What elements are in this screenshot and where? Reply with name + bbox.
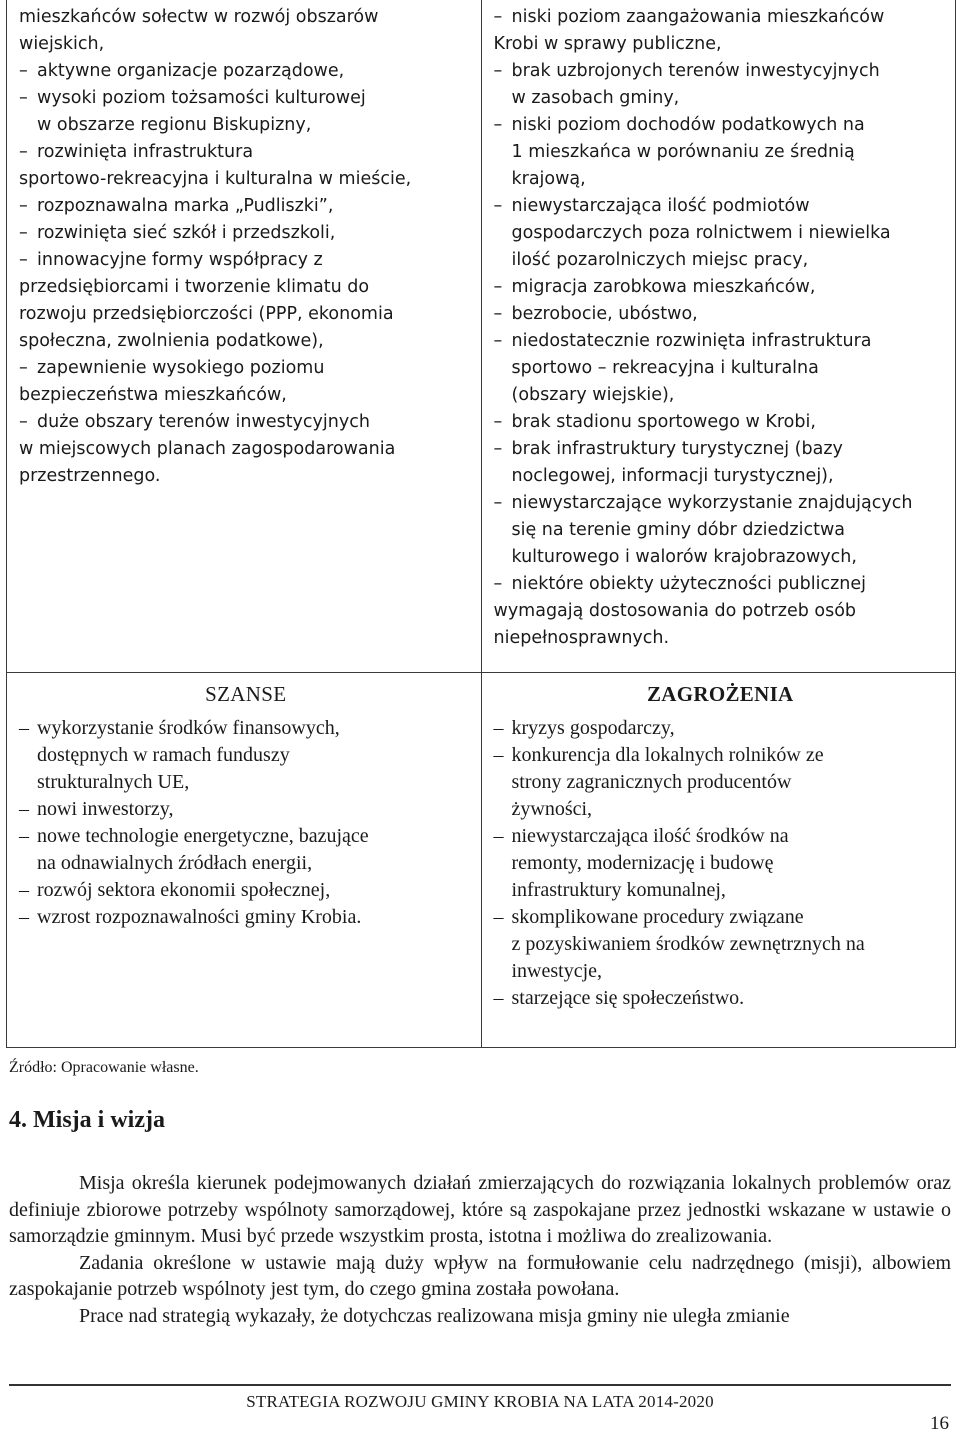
strengths-list [19,4,473,490]
list-item-continuation: gospodarczych poza rolnictwem i niewielka [511,223,891,243]
list-item-continuation: w zasobach gminy, [511,88,680,108]
list-item: – starzejące się społeczeństwo. [494,985,948,1012]
list-item: – niedostatecznie rozwinięta infrastruktura [494,328,948,355]
weaknesses-cell [481,0,956,673]
list-item: – brak infrastruktury turystycznej (bazy [494,436,948,463]
list-item-continuation: 1 mieszkańca w porównaniu ze średnią [511,142,855,162]
list-item-continuation: sportowo – rekreacyjna i kulturalna [511,358,819,378]
list-item-continuation: społeczna, zwolnienia podatkowe), [19,331,324,351]
opportunities-list [19,715,473,931]
strengths-cell [7,0,482,673]
weaknesses-list [494,4,948,652]
list-item: – nowe technologie energetyczne, bazujące [19,823,473,850]
list-item: – rozwój sektora ekonomii społecznej, [19,877,473,904]
list-item: – kryzys gospodarczy, [494,715,948,742]
list-item: – konkurencja dla lokalnych rolników ze [494,742,948,769]
list-item-continuation: krajową, [511,169,586,189]
list-item-continuation: rozwoju przedsiębiorczości (PPP, ekonomia [19,304,394,324]
body-text [9,1170,951,1329]
list-item: – nowi inwestorzy, [19,796,473,823]
swot-table [6,0,956,1048]
opportunities-title: SZANSE [205,682,287,706]
list-item: – niewystarczająca ilość środków na [494,823,948,850]
list-item-continuation: ilość pozarolniczych miejsc pracy, [511,250,809,270]
list-item-continuation: kulturowego i walorów krajobrazowych, [511,547,857,567]
opportunities-cell [7,673,482,1048]
list-item-continuation: noclegowej, informacji turystycznej), [511,466,834,486]
list-item: – brak uzbrojonych terenów inwestycyjnych [494,58,948,85]
list-item-continuation: żywności, [511,798,593,820]
list-item-continuation: strukturalnych UE, [37,771,190,793]
list-item-continuation: infrastruktury komunalnej, [511,879,726,901]
list-item-continuation: dostępnych w ramach funduszy [37,744,290,766]
paragraph: Prace nad strategią wykazały, że dotychczas realizowana misja gminy nie uległa zmianie [79,1304,790,1327]
list-item: – rozwinięta infrastruktura [19,139,473,166]
list-item-continuation: strony zagranicznych producentów [511,771,792,793]
list-item: – wzrost rozpoznawalności gminy Krobia. [19,904,473,931]
list-item: – brak stadionu sportowego w Krobi, [494,409,948,436]
list-item: – migracja zarobkowa mieszkańców, [494,274,948,301]
list-item-continuation: w obszarze regionu Biskupizny, [37,115,312,135]
source-note: Źródło: Opracowanie własne. [9,1059,199,1076]
list-item-continuation: przedsiębiorcami i tworzenie klimatu do [19,277,370,297]
list-item: – duże obszary terenów inwestycyjnych [19,409,473,436]
list-item: – rozpoznawalna marka „Pudliszki”, [19,193,473,220]
list-item: – wykorzystanie środków finansowych, [19,715,473,742]
list-item: – niektóre obiekty użyteczności publicznej [494,571,948,598]
list-item: – skomplikowane procedury związane [494,904,948,931]
list-item-continuation: niepełnosprawnych. [493,628,670,648]
page-number: 16 [930,1413,949,1434]
list-item-continuation: sportowo-rekreacyjna i kulturalna w mieście, [19,169,412,189]
list-item: – wysoki poziom tożsamości kulturowej [19,85,473,112]
list-item: – niski poziom zaangażowania mieszkańców [494,4,948,31]
list-item-continuation: (obszary wiejskie), [511,385,675,405]
list-item: – niski poziom dochodów podatkowych na [494,112,948,139]
list-item-continuation: mieszkańców sołectw w rozwój obszarów [19,7,379,27]
list-item-continuation: bezpieczeństwa mieszkańców, [19,385,287,405]
list-item: – innowacyjne formy współpracy z [19,247,473,274]
list-item-continuation: remonty, modernizację i budowę [511,852,774,874]
paragraph: Zadania określone w ustawie mają duży wpływ na formułowanie celu nadrzędnego (misji), albowiem zaspokajanie potrzeb wspólnoty jest tym, do czego gmina została powołana. [9,1251,951,1300]
threats-cell [481,673,956,1048]
list-item-continuation: przestrzennego. [19,466,161,486]
list-item: – niewystarczające wykorzystanie znajdujących [494,490,948,517]
footer-title: STRATEGIA ROZWOJU GMINY KROBIA NA LATA 2014-2020 [246,1392,714,1411]
list-item-continuation: na odnawialnych źródłach energii, [37,852,313,874]
list-item-continuation: w miejscowych planach zagospodarowania [19,439,396,459]
list-item: – niewystarczająca ilość podmiotów [494,193,948,220]
list-item-continuation: z pozyskiwaniem środków zewnętrznych na [511,933,865,955]
list-item-continuation: się na terenie gminy dóbr dziedzictwa [511,520,845,540]
list-item: – zapewnienie wysokiego poziomu [19,355,473,382]
list-item-continuation: wiejskich, [19,34,105,54]
list-item-continuation: wymagają dostosowania do potrzeb osób [493,601,857,621]
section-heading: 4. Misja i wizja [9,1107,165,1133]
list-item-continuation: Krobi w sprawy publiczne, [493,34,722,54]
list-item: – bezrobocie, ubóstwo, [494,301,948,328]
list-item: – rozwinięta sieć szkół i przedszkoli, [19,220,473,247]
threats-list [494,715,948,1012]
list-item: – aktywne organizacje pozarządowe, [19,58,473,85]
footer-rule [9,1384,951,1386]
threats-title: ZAGROŻENIA [646,682,794,706]
list-item-continuation: inwestycje, [511,960,603,982]
paragraph: Misja określa kierunek podejmowanych działań zmierzających do rozwiązania lokalnych problemów oraz definiuje zbiorowe potrzeby wspólnoty samorządowej, które są zaspokajane przez jednostki wskazane w ustawie o samorządzie gminnym. Musi być przede wszystkim prosta, istotna i możliwa do zrealizowania. [9,1172,951,1247]
